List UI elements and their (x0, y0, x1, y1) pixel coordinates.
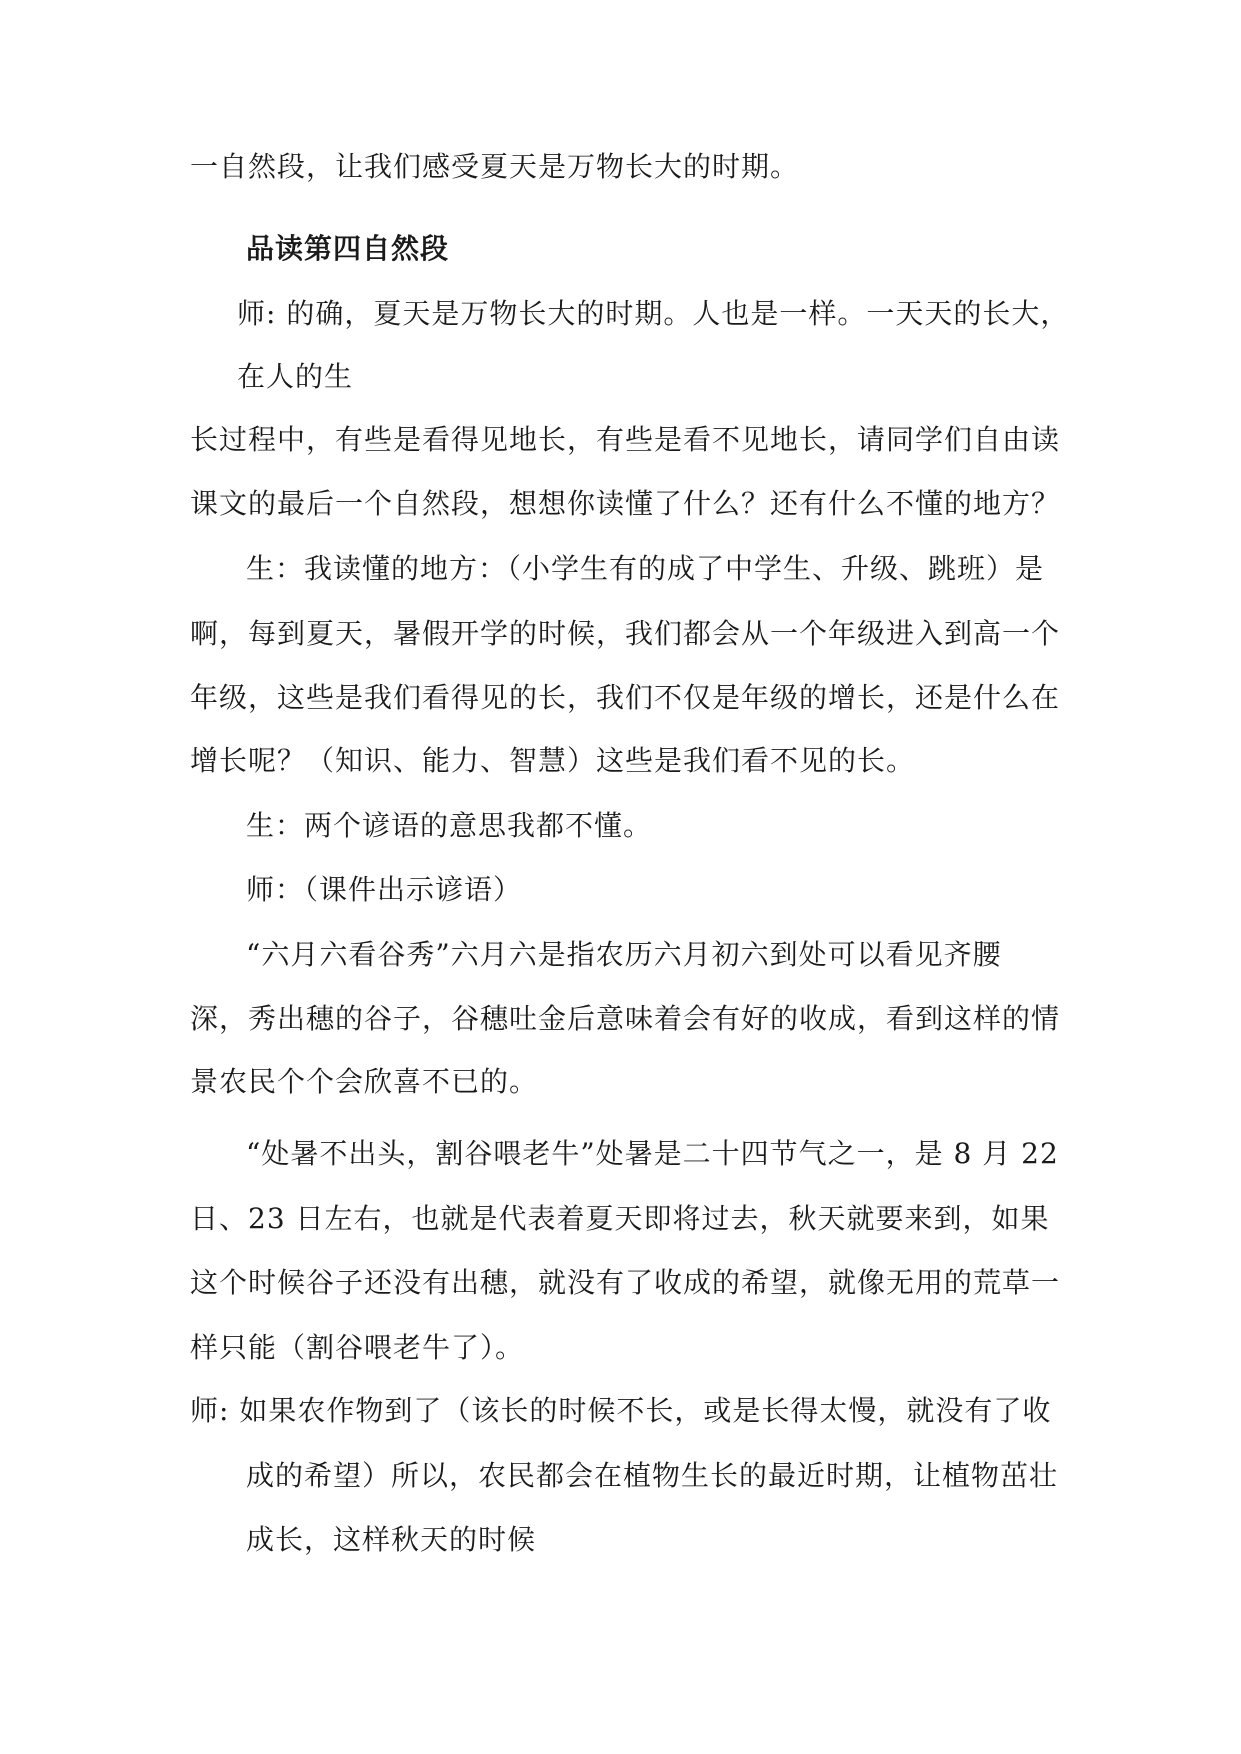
text-line-12: 师：（课件出示谚语） (246, 873, 523, 906)
text-line-14: 深，秀出穗的谷子，谷穗吐金后意味着会有好的收成，看到这样的情 (190, 1002, 1061, 1035)
text-line-15: 景农民个个会欣喜不已的。 (190, 1065, 539, 1098)
text-line-4: 在人的生 (237, 360, 354, 393)
text-line-5: 长过程中，有些是看得见地长，有些是看不见地长，请同学们自由读 (190, 423, 1061, 456)
text-line-18: 这个时候谷子还没有出穗，就没有了收成的希望，就像无用的荒草一 (190, 1266, 1061, 1299)
text-line-11: 生：两个谚语的意思我都不懂。 (246, 809, 653, 842)
text-line-13: “六月六看谷秀”六月六是指农历六月初六到处可以看见齐腰 (246, 938, 1002, 971)
text-line-17: 日、23 日左右，也就是代表着夏天即将过去，秋天就要来到，如果 (190, 1202, 1050, 1235)
text-line-21: 成的希望）所以，农民都会在植物生长的最近时期，让植物茁壮 (246, 1459, 1059, 1492)
text-line-9: 年级，这些是我们看得见的长，我们不仅是年级的增长，还是什么在 (190, 681, 1061, 714)
text-line-6: 课文的最后一个自然段，想想你读懂了什么？还有什么不懂的地方？ (190, 487, 1061, 520)
text-line-22: 成长，这样秋天的时候 (246, 1523, 537, 1556)
section-heading: 品读第四自然段 (246, 232, 450, 265)
text-line-7: 生：我读懂的地方：（小学生有的成了中学生、升级、跳班）是 (246, 552, 1045, 585)
text-line-20: 师: 如果农作物到了（该长的时候不长，或是长得太慢，就没有了收 (190, 1394, 1052, 1427)
text-line-10: 增长呢？（知识、能力、智慧）这些是我们看不见的长。 (190, 744, 916, 777)
text-line-1: 一自然段，让我们感受夏天是万物长大的时期。 (190, 150, 800, 183)
text-line-19: 样只能（割谷喂老牛了）。 (190, 1331, 525, 1364)
text-line-16: “处暑不出头，割谷喂老牛”处暑是二十四节气之一，是 8 月 22 (246, 1137, 1059, 1170)
text-line-3: 师: 的确，夏天是万物长大的时期。人也是一样。一天天的长大， (237, 297, 1070, 330)
text-line-8: 啊，每到夏天，暑假开学的时候，我们都会从一个年级进入到高一个 (190, 617, 1061, 650)
